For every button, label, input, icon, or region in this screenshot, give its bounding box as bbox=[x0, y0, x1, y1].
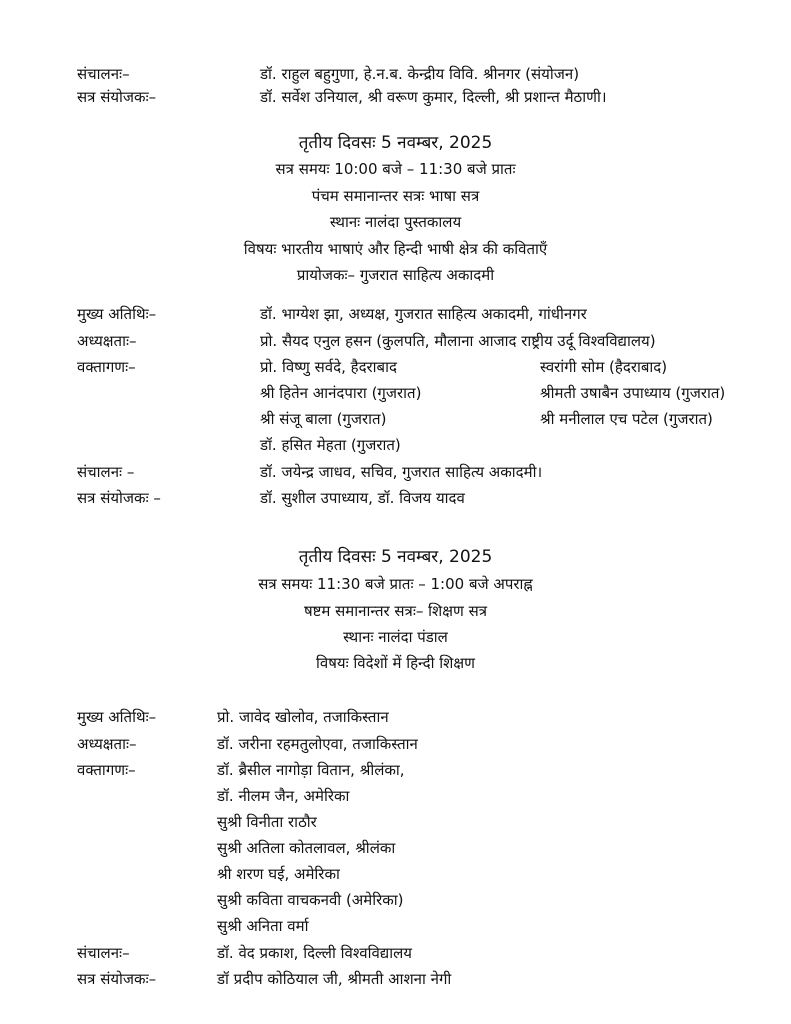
session5-chief-guest: डॉ. भाग्येश झा, अध्यक्ष, गुजरात साहित्य अकादमी, गांधीनगर bbox=[260, 305, 587, 323]
session6-speaker: सुश्री विनीता राठौर bbox=[217, 813, 317, 831]
session5-sanchalan: डॉ. जयेन्द्र जाधव, सचिव, गुजरात साहित्य अकादमी। bbox=[260, 463, 543, 481]
session5-chief-guest-label: मुख्य अतिथिः– bbox=[77, 305, 157, 323]
session6-sanchalan-label: संचालनः– bbox=[77, 944, 130, 962]
top-sanyojak-label: सत्र संयोजकः– bbox=[77, 88, 157, 106]
session6-speaker: सुश्री कविता वाचकनवी (अमेरिका) bbox=[217, 891, 404, 909]
session6-speaker: सुश्री अतिला कोतलावल, श्रीलंका bbox=[217, 839, 396, 857]
session6-chair: डॉ. जरीना रहमतुलोएवा, तजाकिस्तान bbox=[217, 735, 418, 753]
session6-sanyojak: डॉ प्रदीप कोठियाल जी, श्रीमती आशना नेगी bbox=[217, 970, 452, 988]
session5-session-name: पंचम समानान्तर सत्रः भाषा सत्र bbox=[311, 187, 480, 205]
top-sanchalan-label: संचालनः– bbox=[77, 65, 130, 83]
session5-speaker-right: स्वरांगी सोम (हैदराबाद) bbox=[540, 358, 668, 376]
session5-speaker-left: प्रो. विष्णु सर्वदे, हैदराबाद bbox=[260, 358, 397, 376]
session6-speaker: श्री शरण घई, अमेरिका bbox=[217, 865, 340, 883]
session6-day-title: तृतीय दिवसः 5 नवम्बर, 2025 bbox=[298, 547, 493, 567]
session5-chair-label: अध्यक्षताः– bbox=[77, 332, 137, 350]
session6-time: सत्र समयः 11:30 बजे प्रातः – 1:00 बजे अपराह्न bbox=[258, 575, 533, 593]
session5-venue: स्थानः नालंदा पुस्तकालय bbox=[329, 213, 462, 231]
session5-chair: प्रो. सैयद एनुल हसन (कुलपति, मौलाना आजाद राष्ट्रीय उर्दू विश्वविद्यालय) bbox=[260, 332, 656, 350]
session6-speaker: डॉ. नीलम जैन, अमेरिका bbox=[217, 787, 350, 805]
session6-sanchalan: डॉ. वेद प्रकाश, दिल्ली विश्वविद्यालय bbox=[217, 944, 413, 962]
session6-topic: विषयः विदेशों में हिन्दी शिक्षण bbox=[316, 654, 475, 672]
session6-speakers-label: वक्तागणः– bbox=[77, 761, 136, 779]
session5-topic: विषयः भारतीय भाषाएं और हिन्दी भाषी क्षेत्र की कविताएँ bbox=[243, 240, 548, 258]
session5-time: सत्र समयः 10:00 बजे – 11:30 बजे प्रातः bbox=[275, 160, 516, 178]
session5-sanyojak-label: सत्र संयोजकः – bbox=[77, 489, 161, 507]
top-sanyojak-value: डॉ. सर्वेश उनियाल, श्री वरूण कुमार, दिल्ली, श्री प्रशान्त मैठाणी। bbox=[260, 88, 607, 106]
session5-day-title: तृतीय दिवसः 5 नवम्बर, 2025 bbox=[298, 133, 493, 153]
session6-chair-label: अध्यक्षताः– bbox=[77, 735, 137, 753]
top-sanchalan-value: डॉ. राहुल बहुगुणा, हे.न.ब. केन्द्रीय विवि. श्रीनगर (संयोजन) bbox=[260, 65, 580, 83]
session5-sponsor: प्रायोजकः– गुजरात साहित्य अकादमी bbox=[296, 266, 495, 284]
session6-sanyojak-label: सत्र संयोजकः– bbox=[77, 970, 157, 988]
session6-chief-guest-label: मुख्य अतिथिः– bbox=[77, 708, 157, 726]
session5-speakers-label: वक्तागणः– bbox=[77, 358, 136, 376]
session5-speaker-left: डॉ. हसित मेहता (गुजरात) bbox=[260, 436, 401, 454]
session5-sanyojak: डॉ. सुशील उपाध्याय, डॉ. विजय यादव bbox=[260, 489, 465, 507]
session6-speaker: डॉ. ब्रैसील नागोड़ा वितान, श्रीलंका, bbox=[217, 761, 405, 779]
session5-sanchalan-label: संचालनः – bbox=[77, 463, 135, 481]
session6-venue: स्थानः नालंदा पंडाल bbox=[343, 628, 448, 646]
session5-speaker-left: श्री संजू बाला (गुजरात) bbox=[260, 410, 387, 428]
session5-speaker-right: श्रीमती उषाबैन उपाध्याय (गुजरात) bbox=[540, 384, 726, 402]
session6-session-name: षष्टम समानान्तर सत्रः– शिक्षण सत्र bbox=[303, 602, 488, 620]
session6-chief-guest: प्रो. जावेद खोलोव, तजाकिस्तान bbox=[217, 708, 389, 726]
session6-speaker: सुश्री अनिता वर्मा bbox=[217, 917, 309, 935]
session5-speaker-left: श्री हितेन आनंदपारा (गुजरात) bbox=[260, 384, 422, 402]
session5-speaker-right: श्री मनीलाल एच पटेल (गुजरात) bbox=[540, 410, 713, 428]
